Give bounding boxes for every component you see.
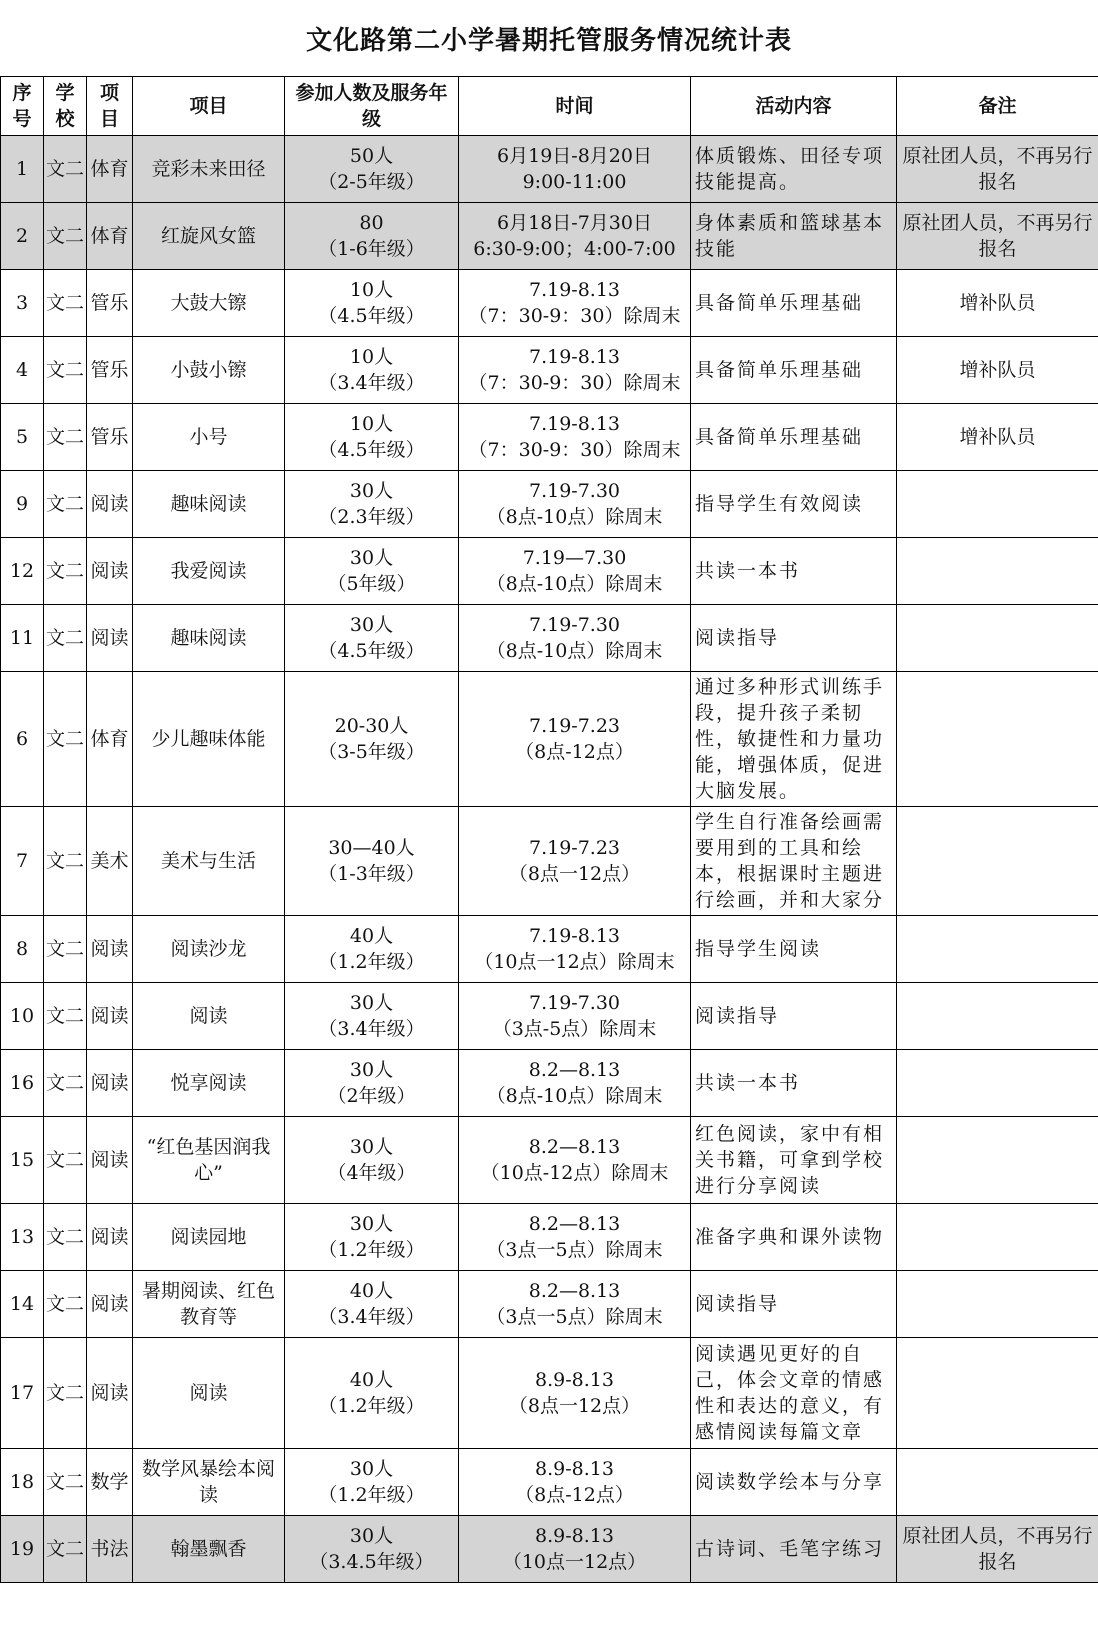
table-row	[1, 672, 1098, 807]
cell-participants	[285, 270, 459, 337]
table-row	[1, 1271, 1098, 1338]
table-row	[1, 983, 1098, 1050]
cell-category: 管乐	[87, 337, 133, 404]
cell-time	[459, 337, 691, 404]
cell-category: 体育	[87, 136, 133, 203]
cell-participants-count: 10人	[349, 346, 394, 368]
cell-remarks: 原社团人员，不再另行报名	[897, 136, 1098, 203]
cell-time	[459, 471, 691, 538]
cell-activity: 红色阅读，家中有相关书籍，可拿到学校进行分享阅读	[691, 1117, 897, 1204]
cell-seq: 7	[1, 807, 44, 916]
cell-time	[459, 807, 691, 916]
cell-project: 红旋风女篮	[133, 203, 285, 270]
cell-time	[459, 1338, 691, 1449]
cell-participants-count: 10人	[349, 279, 394, 301]
cell-participants-grade: （1.2年级）	[318, 951, 425, 973]
cell-category: 阅读	[87, 1204, 133, 1271]
cell-participants	[285, 1338, 459, 1449]
cell-participants-count: 10人	[349, 413, 394, 435]
cell-time	[459, 270, 691, 337]
cell-remarks	[897, 672, 1098, 807]
table-row	[1, 471, 1098, 538]
cell-category: 阅读	[87, 1117, 133, 1204]
cell-school: 文二	[44, 136, 87, 203]
cell-participants-count: 30人	[349, 992, 394, 1014]
cell-seq: 1	[1, 136, 44, 203]
cell-time-dates: 7.19—7.30	[522, 547, 627, 569]
header-row	[1, 77, 1098, 136]
cell-activity: 体质锻炼、田径专项技能提高。	[691, 136, 897, 203]
cell-project: 趣味阅读	[133, 605, 285, 672]
cell-participants-grade: （3.4年级）	[318, 1018, 425, 1040]
cell-time-dates: 7.19-8.13	[528, 346, 621, 368]
cell-seq: 12	[1, 538, 44, 605]
cell-activity: 共读一本书	[691, 1050, 897, 1117]
header-activity: 活动内容	[691, 77, 897, 136]
cell-project: 阅读园地	[133, 1204, 285, 1271]
cell-project: 小号	[133, 404, 285, 471]
page-title: 文化路第二小学暑期托管服务情况统计表	[0, 0, 1098, 77]
cell-participants	[285, 136, 459, 203]
cell-category: 阅读	[87, 1338, 133, 1449]
cell-time-hours: （8点一12点）	[508, 863, 641, 885]
table-row	[1, 1516, 1098, 1583]
cell-project: 小鼓小镲	[133, 337, 285, 404]
header-project: 项目	[133, 77, 285, 136]
cell-remarks	[897, 1204, 1098, 1271]
cell-activity: 具备简单乐理基础	[691, 270, 897, 337]
cell-remarks: 增补队员	[897, 337, 1098, 404]
cell-participants-count: 30人	[349, 1136, 394, 1158]
cell-time-dates: 7.19-7.23	[528, 837, 621, 859]
cell-school: 文二	[44, 1050, 87, 1117]
cell-participants	[285, 203, 459, 270]
cell-project: 竞彩未来田径	[133, 136, 285, 203]
cell-participants-count: 40人	[349, 1280, 394, 1302]
cell-seq: 15	[1, 1117, 44, 1204]
cell-seq: 17	[1, 1338, 44, 1449]
cell-seq: 3	[1, 270, 44, 337]
cell-project: 阅读沙龙	[133, 916, 285, 983]
cell-participants	[285, 1117, 459, 1204]
cell-time	[459, 605, 691, 672]
cell-participants	[285, 1271, 459, 1338]
cell-remarks	[897, 1117, 1098, 1204]
header-time: 时间	[459, 77, 691, 136]
cell-participants-count: 40人	[349, 925, 394, 947]
cell-time-dates: 8.9-8.13	[535, 1525, 614, 1547]
cell-participants-grade: （1-3年级）	[318, 863, 425, 885]
cell-participants	[285, 672, 459, 807]
cell-participants-count: 40人	[349, 1369, 394, 1391]
cell-time-dates: 8.2—8.13	[528, 1136, 621, 1158]
cell-seq: 2	[1, 203, 44, 270]
cell-remarks	[897, 538, 1098, 605]
cell-participants-grade: （1.2年级）	[318, 1395, 425, 1417]
cell-seq: 4	[1, 337, 44, 404]
cell-participants	[285, 983, 459, 1050]
cell-remarks	[897, 1271, 1098, 1338]
cell-school: 文二	[44, 1338, 87, 1449]
cell-category: 阅读	[87, 1271, 133, 1338]
cell-remarks	[897, 605, 1098, 672]
cell-seq: 9	[1, 471, 44, 538]
cell-seq: 18	[1, 1449, 44, 1516]
table-row	[1, 1449, 1098, 1516]
cell-category: 阅读	[87, 916, 133, 983]
cell-time-hours: （8点-10点）除周末	[486, 573, 663, 595]
table-row	[1, 203, 1098, 270]
table-row	[1, 807, 1098, 916]
cell-time	[459, 1117, 691, 1204]
cell-participants-grade: （1-6年级）	[318, 238, 425, 260]
cell-activity: 具备简单乐理基础	[691, 337, 897, 404]
cell-time-hours: （8点-12点）	[515, 741, 634, 763]
cell-project: 大鼓大镲	[133, 270, 285, 337]
cell-school: 文二	[44, 916, 87, 983]
cell-remarks: 增补队员	[897, 270, 1098, 337]
cell-participants-grade: （4.5年级）	[318, 640, 425, 662]
cell-time-dates: 8.2—8.13	[528, 1280, 621, 1302]
cell-activity: 古诗词、毛笔字练习	[691, 1516, 897, 1583]
cell-time-hours: （7：30-9：30）除周末	[468, 305, 681, 327]
cell-time	[459, 983, 691, 1050]
cell-activity: 指导学生有效阅读	[691, 471, 897, 538]
cell-remarks	[897, 807, 1098, 916]
cell-time	[459, 916, 691, 983]
cell-activity: 通过多种形式训练手段，提升孩子柔韧性，敏捷性和力量功能，增强体质，促进大脑发展。	[691, 672, 897, 807]
table-row	[1, 1050, 1098, 1117]
cell-participants	[285, 1204, 459, 1271]
cell-school: 文二	[44, 1449, 87, 1516]
table-row	[1, 538, 1098, 605]
cell-time	[459, 1050, 691, 1117]
cell-school: 文二	[44, 203, 87, 270]
cell-category: 管乐	[87, 270, 133, 337]
cell-seq: 16	[1, 1050, 44, 1117]
table-row	[1, 337, 1098, 404]
table-body	[1, 136, 1098, 1583]
header-category: 项目	[87, 77, 133, 136]
cell-activity: 学生自行准备绘画需要用到的工具和绘本，根据课时主题进行绘画，并和大家分	[691, 807, 897, 916]
cell-project: 趣味阅读	[133, 471, 285, 538]
cell-time-hours: （3点-5点）除周末	[492, 1018, 657, 1040]
cell-time-dates: 7.19-7.30	[528, 614, 621, 636]
cell-category: 体育	[87, 672, 133, 807]
cell-school: 文二	[44, 1117, 87, 1204]
cell-project: 美术与生活	[133, 807, 285, 916]
cell-time-hours: 9:00-11:00	[522, 171, 627, 193]
cell-time-hours: （8点一12点）	[508, 1395, 641, 1417]
cell-time	[459, 1204, 691, 1271]
cell-seq: 14	[1, 1271, 44, 1338]
table-row	[1, 270, 1098, 337]
cell-school: 文二	[44, 672, 87, 807]
cell-category: 数学	[87, 1449, 133, 1516]
cell-participants	[285, 1516, 459, 1583]
cell-time	[459, 136, 691, 203]
cell-time-hours: 6:30-9:00；4:00-7:00	[473, 238, 676, 260]
cell-time-dates: 7.19-8.13	[528, 279, 621, 301]
cell-project: 暑期阅读、红色教育等	[133, 1271, 285, 1338]
cell-remarks	[897, 471, 1098, 538]
cell-time-dates: 8.9-8.13	[535, 1369, 614, 1391]
cell-seq: 13	[1, 1204, 44, 1271]
cell-time-dates: 6月19日-8月20日	[497, 145, 652, 167]
header-remarks: 备注	[897, 77, 1098, 136]
cell-seq: 11	[1, 605, 44, 672]
cell-seq: 8	[1, 916, 44, 983]
summary-table	[0, 76, 1098, 1583]
cell-time-hours: （3点一5点）除周末	[486, 1306, 663, 1328]
cell-remarks: 原社团人员，不再另行报名	[897, 1516, 1098, 1583]
cell-time	[459, 1449, 691, 1516]
cell-school: 文二	[44, 605, 87, 672]
cell-time-dates: 8.2—8.13	[528, 1059, 621, 1081]
cell-category: 阅读	[87, 538, 133, 605]
cell-remarks	[897, 1449, 1098, 1516]
cell-participants-grade: （3.4.5年级）	[309, 1551, 434, 1573]
cell-school: 文二	[44, 983, 87, 1050]
cell-participants-grade: （2.3年级）	[318, 506, 425, 528]
cell-participants-count: 30人	[349, 614, 394, 636]
cell-activity: 指导学生阅读	[691, 916, 897, 983]
cell-seq: 6	[1, 672, 44, 807]
cell-project: 我爱阅读	[133, 538, 285, 605]
cell-time-hours: （8点-12点）	[515, 1484, 634, 1506]
cell-participants-grade: （2-5年级）	[318, 171, 425, 193]
cell-school: 文二	[44, 538, 87, 605]
cell-time-dates: 7.19-7.30	[528, 992, 621, 1014]
cell-time-dates: 7.19-7.30	[528, 480, 621, 502]
cell-participants-count: 30人	[349, 1458, 394, 1480]
cell-participants-grade: （4年级）	[327, 1162, 416, 1184]
cell-category: 阅读	[87, 1050, 133, 1117]
cell-activity: 具备简单乐理基础	[691, 404, 897, 471]
header-participants: 参加人数及服务年级	[285, 77, 459, 136]
cell-time-hours: （8点-10点）除周末	[486, 506, 663, 528]
cell-time-hours: （10点-12点）除周末	[480, 1162, 669, 1184]
cell-participants-grade: （1.2年级）	[318, 1484, 425, 1506]
cell-school: 文二	[44, 1516, 87, 1583]
table-row	[1, 136, 1098, 203]
cell-project: 少儿趣味体能	[133, 672, 285, 807]
cell-participants	[285, 1449, 459, 1516]
header-school: 学校	[44, 77, 87, 136]
table-row	[1, 1338, 1098, 1449]
cell-school: 文二	[44, 270, 87, 337]
cell-participants	[285, 538, 459, 605]
cell-school: 文二	[44, 1204, 87, 1271]
cell-activity: 阅读指导	[691, 1271, 897, 1338]
cell-participants-count: 30人	[349, 480, 394, 502]
cell-school: 文二	[44, 337, 87, 404]
cell-time	[459, 203, 691, 270]
cell-time-hours: （10点一12点）除周末	[474, 951, 675, 973]
cell-participants	[285, 605, 459, 672]
cell-remarks: 增补队员	[897, 404, 1098, 471]
cell-activity: 阅读数学绘本与分享	[691, 1449, 897, 1516]
cell-activity: 阅读指导	[691, 983, 897, 1050]
cell-school: 文二	[44, 807, 87, 916]
cell-time-dates: 8.2—8.13	[528, 1213, 621, 1235]
cell-participants-count: 30人	[349, 1059, 394, 1081]
cell-project: “红色基因润我心”	[133, 1117, 285, 1204]
table-row	[1, 1117, 1098, 1204]
cell-category: 书法	[87, 1516, 133, 1583]
cell-time-hours: （8点-10点）除周末	[486, 640, 663, 662]
cell-time-hours: （10点一12点）	[502, 1551, 647, 1573]
cell-category: 阅读	[87, 983, 133, 1050]
cell-time	[459, 672, 691, 807]
cell-school: 文二	[44, 404, 87, 471]
cell-participants-grade: （3.4年级）	[318, 1306, 425, 1328]
cell-seq: 10	[1, 983, 44, 1050]
cell-project: 翰墨飘香	[133, 1516, 285, 1583]
cell-category: 阅读	[87, 605, 133, 672]
cell-remarks	[897, 1338, 1098, 1449]
cell-participants-grade: （3.4年级）	[318, 372, 425, 394]
header-seq: 序号	[1, 77, 44, 136]
cell-project: 阅读	[133, 983, 285, 1050]
cell-remarks	[897, 916, 1098, 983]
cell-participants	[285, 404, 459, 471]
cell-participants-grade: （1.2年级）	[318, 1239, 425, 1261]
cell-time-hours: （8点-10点）除周末	[486, 1085, 663, 1107]
cell-time	[459, 404, 691, 471]
cell-project: 数学风暴绘本阅读	[133, 1449, 285, 1516]
cell-participants-grade: （4.5年级）	[318, 305, 425, 327]
cell-school: 文二	[44, 471, 87, 538]
cell-time	[459, 1516, 691, 1583]
cell-time-dates: 6月18日-7月30日	[497, 212, 652, 234]
cell-participants-count: 30—40人	[328, 837, 415, 859]
cell-time-dates: 8.9-8.13	[535, 1458, 614, 1480]
cell-time-dates: 7.19-8.13	[528, 413, 621, 435]
cell-seq: 19	[1, 1516, 44, 1583]
cell-participants	[285, 1050, 459, 1117]
cell-participants-grade: （3-5年级）	[318, 741, 425, 763]
cell-participants	[285, 471, 459, 538]
cell-activity: 阅读遇见更好的自己，体会文章的情感性和表达的意义，有感情阅读每篇文章	[691, 1338, 897, 1449]
cell-participants-count: 50人	[349, 145, 394, 167]
cell-time	[459, 1271, 691, 1338]
cell-participants	[285, 916, 459, 983]
cell-time-hours: （7：30-9：30）除周末	[468, 372, 681, 394]
cell-project: 阅读	[133, 1338, 285, 1449]
cell-participants	[285, 337, 459, 404]
cell-activity: 准备字典和课外读物	[691, 1204, 897, 1271]
cell-time	[459, 538, 691, 605]
cell-time-hours: （7：30-9：30）除周末	[468, 439, 681, 461]
cell-activity: 共读一本书	[691, 538, 897, 605]
cell-remarks: 原社团人员，不再另行报名	[897, 203, 1098, 270]
cell-participants-grade: （4.5年级）	[318, 439, 425, 461]
cell-time-dates: 7.19-8.13	[528, 925, 621, 947]
cell-participants-grade: （2年级）	[327, 1085, 416, 1107]
cell-project: 悦享阅读	[133, 1050, 285, 1117]
cell-participants-count: 30人	[349, 1525, 394, 1547]
cell-seq: 5	[1, 404, 44, 471]
cell-participants-count: 30人	[349, 1213, 394, 1235]
cell-category: 管乐	[87, 404, 133, 471]
cell-time-hours: （3点一5点）除周末	[486, 1239, 663, 1261]
cell-participants-grade: （5年级）	[327, 573, 416, 595]
table-row	[1, 404, 1098, 471]
cell-category: 美术	[87, 807, 133, 916]
cell-school: 文二	[44, 1271, 87, 1338]
cell-participants-count: 80	[359, 212, 384, 234]
table-row	[1, 1204, 1098, 1271]
cell-category: 阅读	[87, 471, 133, 538]
table-row	[1, 605, 1098, 672]
cell-participants-count: 30人	[349, 547, 394, 569]
table-row	[1, 916, 1098, 983]
cell-remarks	[897, 1050, 1098, 1117]
cell-activity: 阅读指导	[691, 605, 897, 672]
cell-time-dates: 7.19-7.23	[528, 715, 621, 737]
cell-remarks	[897, 983, 1098, 1050]
cell-participants	[285, 807, 459, 916]
cell-participants-count: 20-30人	[334, 715, 409, 737]
cell-activity: 身体素质和篮球基本技能	[691, 203, 897, 270]
cell-category: 体育	[87, 203, 133, 270]
